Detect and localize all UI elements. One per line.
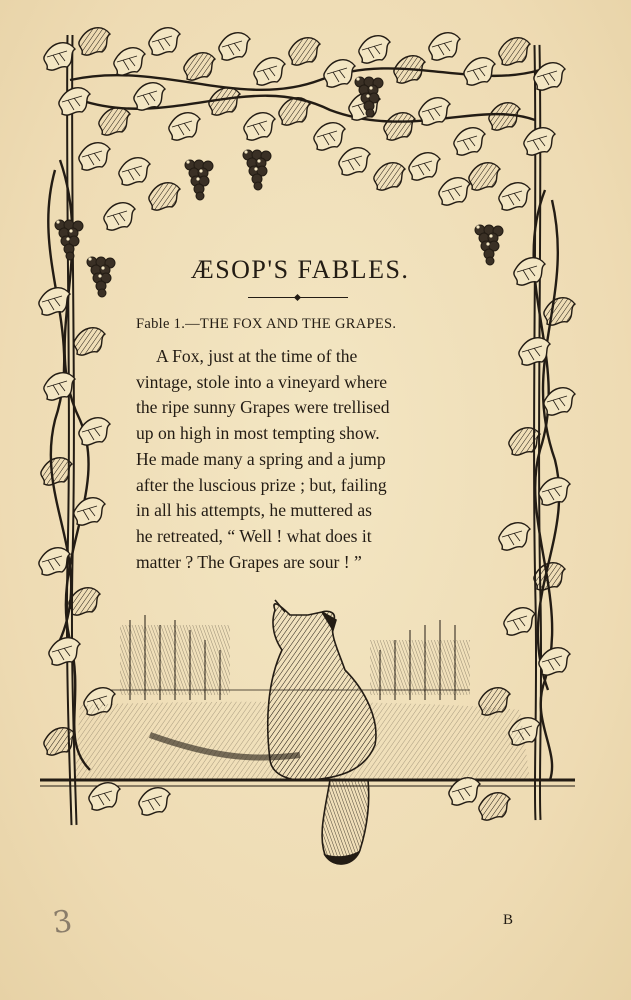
fable-text-line: the ripe sunny Grapes were trellised — [136, 397, 390, 418]
fable-text — [136, 344, 466, 575]
fox — [268, 600, 376, 864]
fable-text-line: up on high in most tempting show. — [136, 423, 380, 444]
fable-text-line: A Fox, just at the time of the — [156, 346, 358, 366]
pencil-mark: 3 — [50, 903, 75, 942]
fable-text-line: in all his attempts, he muttered as — [136, 500, 372, 521]
fable-text-line: he retreated, “ Well ! what does it — [136, 525, 372, 546]
fable-text-line: vintage, stole into a vineyard where — [136, 371, 388, 392]
book-title: ÆSOP'S FABLES. — [190, 255, 410, 284]
title-rule — [248, 297, 348, 299]
fable-text-line: after the luscious prize ; but, failing — [136, 474, 387, 495]
fable-text-line: He made many a spring and a jump — [136, 448, 386, 469]
fable-text-line: matter ? The Grapes are sour ! ” — [136, 551, 362, 572]
fable-heading: Fable 1.—THE FOX AND THE GRAPES. — [136, 316, 397, 332]
vine-canopy — [44, 28, 565, 230]
signature-folio: B — [503, 912, 514, 928]
